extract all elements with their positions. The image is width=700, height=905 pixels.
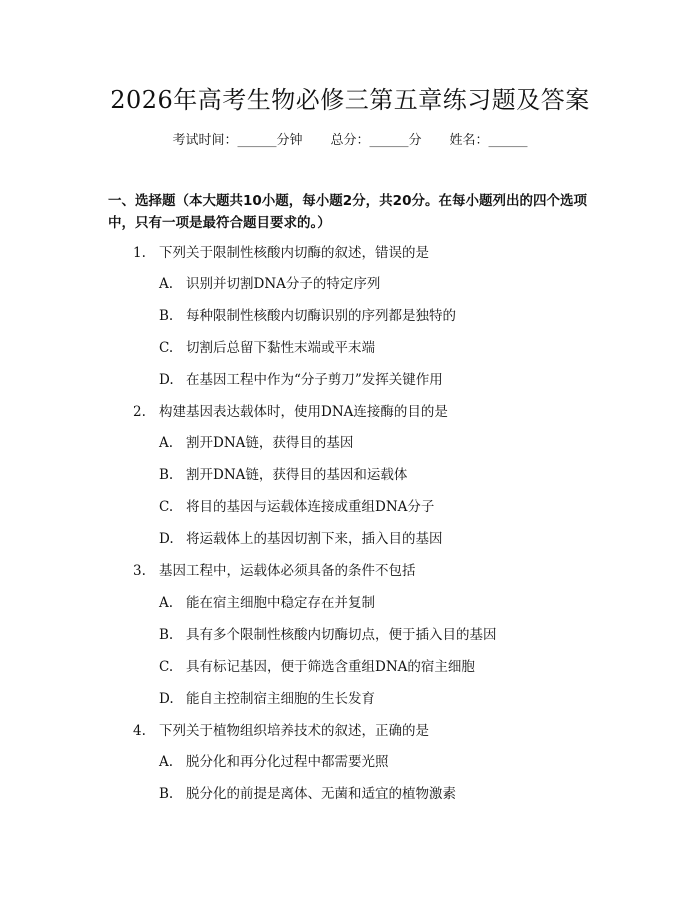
question-number: 3. [133,563,146,579]
exam-info [0,131,700,151]
question-4 [133,721,429,741]
section-heading: 一、选择题（本大题共10小题，每小题2分，共20分。在每小题列出的四个选项中，只有一项是最符合题目要求的。） [108,193,587,231]
page-title: 2026年高考生物必修三第五章练习题及答案 [110,86,590,114]
question-4-option-b [159,784,456,804]
question-text: 构建基因表达载体时，使用DNA连接酶的目的是 [159,404,448,420]
question-number: 1. [133,245,146,261]
option-text: 具有多个限制性核酸内切酶切点，便于插入目的基因 [186,627,497,643]
question-2-option-c [159,497,434,517]
question-1-option-d [159,370,443,390]
exam-total-score: 总分：______分 [330,133,422,148]
option-label: A. [159,595,174,611]
student-name: 姓名：______ [449,133,528,148]
option-text: 识别并切割DNA分子的特定序列 [186,276,381,292]
question-3-option-b [159,625,497,645]
question-text: 基因工程中，运载体必须具备的条件不包括 [159,563,416,579]
question-text: 下列关于植物组织培养技术的叙述，正确的是 [159,723,429,739]
option-label: B. [159,308,174,324]
question-2 [133,402,448,422]
option-label: C. [159,659,174,675]
exam-time: 考试时间：______分钟 [172,133,303,148]
option-text: 每种限制性核酸内切酶识别的序列都是独特的 [186,308,456,324]
option-text: 将运载体上的基因切割下来，插入目的基因 [186,531,443,547]
option-text: 割开DNA链，获得目的基因 [186,435,354,451]
option-text: 切割后总留下黏性末端或平末端 [186,340,375,356]
question-3-option-a [159,593,375,613]
question-1-option-c [159,338,375,358]
question-number: 4. [133,723,146,739]
option-label: D. [159,691,174,707]
question-1-option-a [159,274,380,294]
option-label: D. [159,531,174,547]
option-text: 将目的基因与运载体连接成重组DNA分子 [186,499,435,515]
option-label: C. [159,340,174,356]
option-label: B. [159,627,174,643]
option-label: A. [159,754,174,770]
question-4-option-a [159,752,389,772]
option-text: 能自主控制宿主细胞的生长发育 [186,691,375,707]
option-label: B. [159,786,174,802]
question-1 [133,243,429,263]
option-label: C. [159,499,174,515]
option-label: D. [159,372,174,388]
option-label: B. [159,467,174,483]
question-2-option-a [159,433,353,453]
option-text: 割开DNA链，获得目的基因和运载体 [186,467,408,483]
option-label: A. [159,276,174,292]
option-text: 脱分化和再分化过程中都需要光照 [186,754,389,770]
question-2-option-d [159,529,443,549]
question-3-option-d [159,689,375,709]
question-3 [133,561,416,581]
question-2-option-b [159,465,407,485]
option-text: 脱分化的前提是离体、无菌和适宜的植物激素 [186,786,456,802]
question-text: 下列关于限制性核酸内切酶的叙述，错误的是 [159,245,429,261]
option-label: A. [159,435,174,451]
option-text: 能在宿主细胞中稳定存在并复制 [186,595,375,611]
option-text: 在基因工程中作为“分子剪刀”发挥关键作用 [186,372,443,388]
question-3-option-c [159,657,475,677]
question-number: 2. [133,404,146,420]
option-text: 具有标记基因，便于筛选含重组DNA的宿主细胞 [186,659,475,675]
question-1-option-b [159,306,456,326]
